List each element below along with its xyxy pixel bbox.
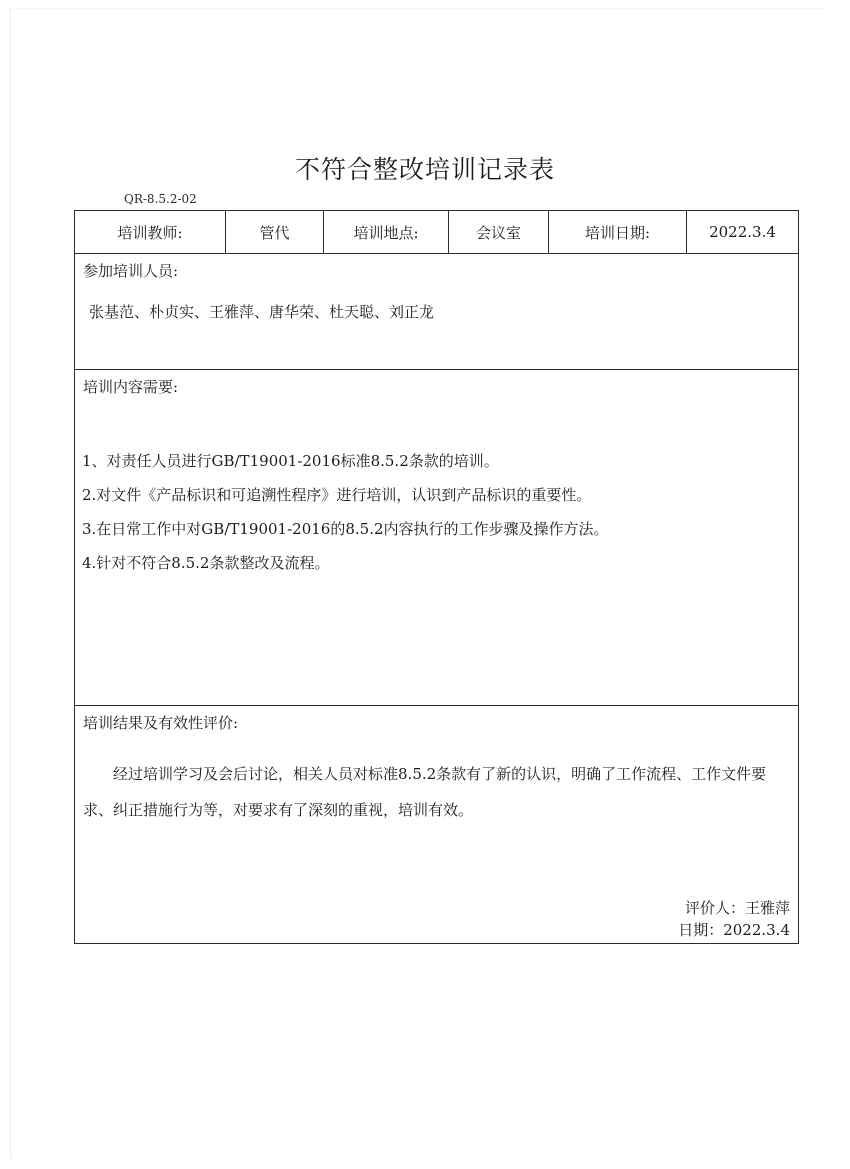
form-code: QR-8.5.2-02 bbox=[124, 192, 197, 206]
location-label: 培训地点: bbox=[324, 211, 449, 254]
teacher-label: 培训教师: bbox=[75, 211, 226, 254]
content-cell bbox=[75, 370, 799, 706]
evaluation-date: 日期：2022.3.4 bbox=[678, 921, 790, 939]
evaluation-label: 培训结果及有效性评价: bbox=[83, 714, 239, 732]
document-title: 不符合整改培训记录表 bbox=[294, 155, 555, 184]
location-value: 会议室 bbox=[449, 211, 549, 254]
participants-cell bbox=[75, 254, 799, 370]
content-list bbox=[75, 397, 798, 580]
content-label: 培训内容需要: bbox=[83, 378, 179, 396]
participants-label: 参加培训人员: bbox=[83, 262, 179, 280]
content-item: 3.在日常工作中对GB/T19001-2016的8.5.2内容执行的工作步骤及操作方法。 bbox=[82, 520, 609, 538]
date-value: 2022.3.4 bbox=[687, 211, 799, 254]
training-record-table bbox=[74, 210, 799, 944]
header-row bbox=[75, 211, 799, 254]
teacher-value: 管代 bbox=[226, 211, 324, 254]
date-label: 培训日期: bbox=[549, 211, 687, 254]
participants-row bbox=[75, 254, 799, 370]
evaluation-text: 经过培训学习及会后讨论，相关人员对标准8.5.2条款有了新的认识，明确了工作流程、工作文件要求、纠正措施行为等，对要求有了深刻的重视，培训有效。 bbox=[83, 765, 767, 819]
evaluation-row bbox=[75, 706, 799, 944]
content-item: 2.对文件《产品标识和可追溯性程序》进行培训，认识到产品标识的重要性。 bbox=[82, 486, 592, 504]
content-item: 4.针对不符合8.5.2条款整改及流程。 bbox=[82, 554, 330, 572]
evaluation-cell bbox=[75, 706, 799, 944]
evaluation-signature bbox=[678, 897, 790, 941]
content-row bbox=[75, 370, 799, 706]
content-item: 1、对责任人员进行GB/T19001-2016标准8.5.2条款的培训。 bbox=[82, 452, 499, 470]
participants-names: 张基范、朴贞实、王雅萍、唐华荣、杜天聪、刘正龙 bbox=[89, 303, 435, 321]
evaluator-name: 评价人：王雅萍 bbox=[684, 899, 790, 917]
